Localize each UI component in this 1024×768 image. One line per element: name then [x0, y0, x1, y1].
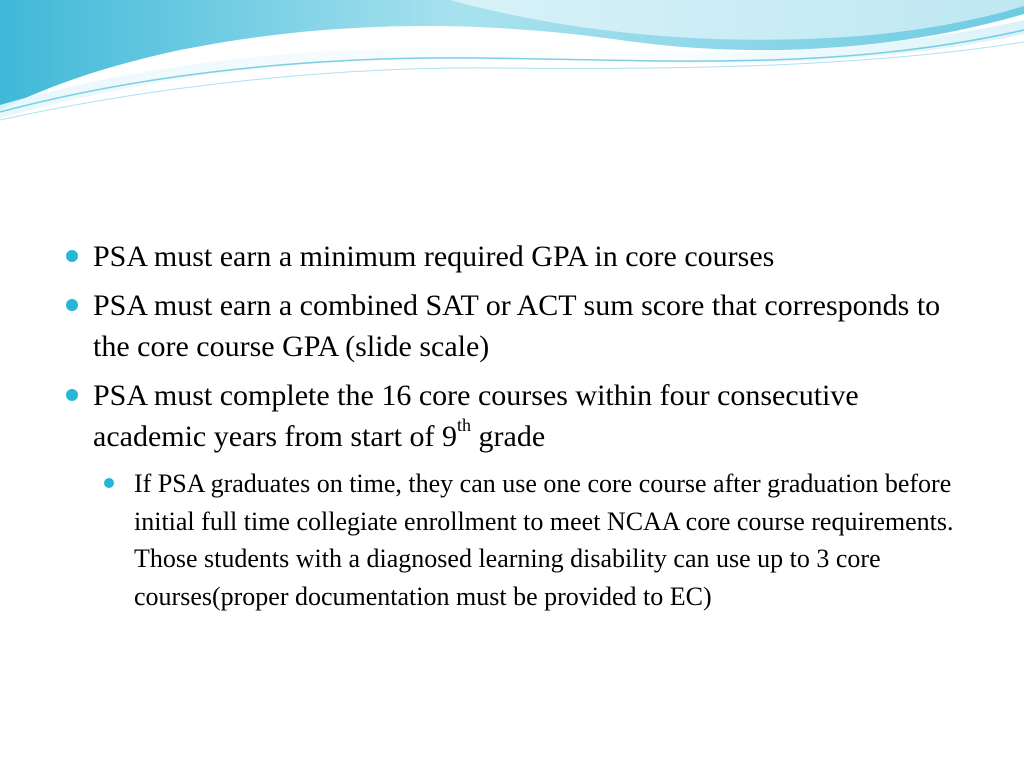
bullet-item	[62, 236, 962, 277]
bullet-dot-icon	[66, 389, 78, 401]
bullet-dot-icon	[66, 250, 78, 262]
bullet-text: PSA must complete the 16 core courses within four consecutive academic years from start of 9	[93, 379, 859, 453]
sub-bullet-item	[100, 465, 962, 615]
bullet-text: PSA must earn a minimum required GPA in core courses	[93, 240, 775, 273]
bullet-dot-icon	[66, 299, 78, 311]
superscript-th: th	[457, 415, 472, 435]
bullet-item	[62, 375, 962, 457]
decorative-wave-header	[0, 0, 1024, 130]
bullet-text: PSA must earn a combined SAT or ACT sum score that corresponds to the core course GPA (slide scale)	[93, 289, 941, 363]
bullet-list	[62, 236, 962, 615]
bullet-text-end: grade	[471, 420, 546, 453]
sub-bullet-dot-icon	[104, 478, 114, 488]
sub-bullet-text: If PSA graduates on time, they can use one core course after graduation before initial full time collegiate enrollment to meet NCAA core course requirements. Those students with a diagnosed learning disability can use up to 3 core courses(proper documentation must be provided to EC)	[134, 469, 954, 611]
bullet-item	[62, 285, 962, 367]
